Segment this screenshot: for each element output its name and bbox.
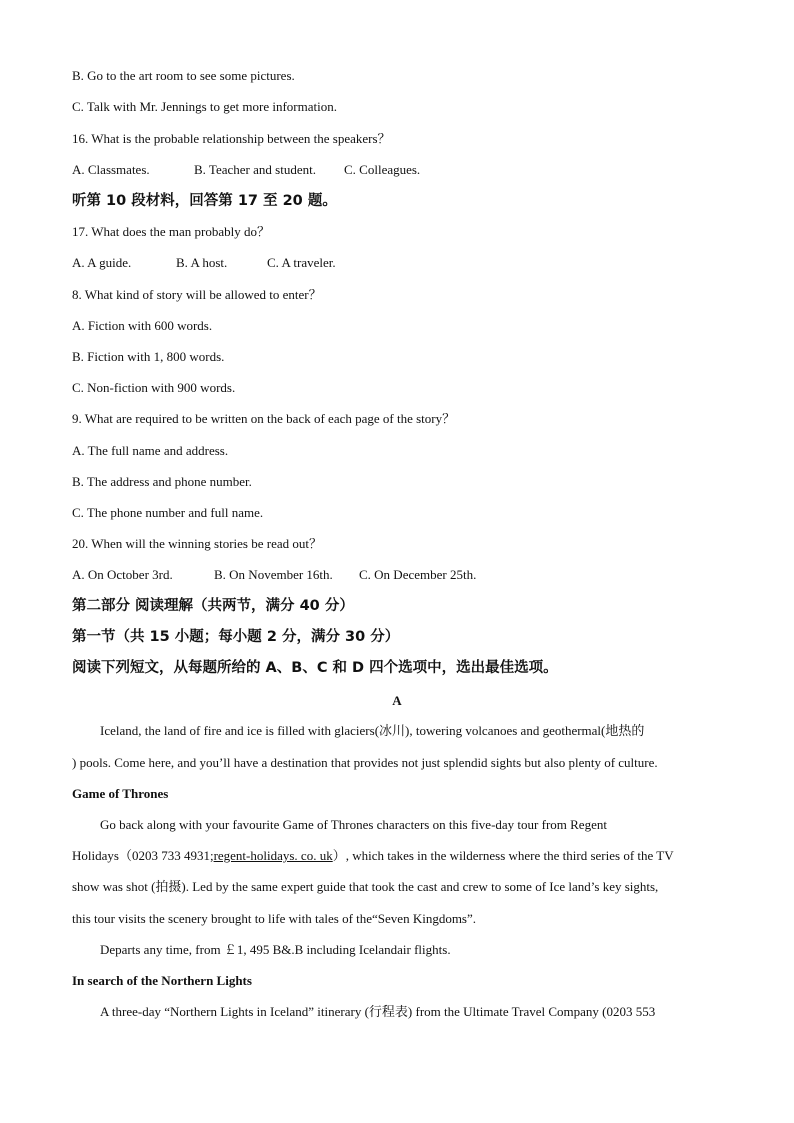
part-2-heading: 第二部分 阅读理解（共两节，满分 40 分） <box>72 598 354 614</box>
question-18: 8. What kind of story will be allowed to enter？ <box>72 287 322 302</box>
intro-line-2: ) pools. Come here, and you’ll have a destination that provides not just splendid sights but also plenty of culture. <box>72 755 658 770</box>
got-title: Game of Thrones <box>72 786 169 801</box>
question-19: 9. What are required to be written on the back of each page of the story？ <box>72 411 456 426</box>
option-15c: C. Talk with Mr. Jennings to get more information. <box>72 99 337 114</box>
got-line-2 <box>72 848 674 864</box>
option-17a: A. A guide. <box>72 255 132 270</box>
intro-line-1: Iceland, the land of fire and ice is filled with glaciers(冰川), towering volcanoes and geothermal(地热的 <box>100 723 645 738</box>
option-17b: B. A host. <box>176 255 228 270</box>
got-line-2-post: ）, which takes in the wilderness where the third series of the TV <box>332 848 674 863</box>
got-line-3: show was shot (拍摄). Led by the same expert guide that took the cast and crew to some of Ice land’s key sights, <box>72 879 659 894</box>
section-1-heading: 第一节（共 15 小题；每小题 2 分，满分 30 分） <box>72 629 400 645</box>
got-line-5: Departs any time, from ￡1, 495 B&.B including Icelandair flights. <box>100 942 451 957</box>
option-19a: A. The full name and address. <box>72 443 229 458</box>
northern-line-1: A three-day “Northern Lights in Iceland” itinerary (行程表) from the Ultimate Travel Company (0203 553 <box>100 1004 656 1019</box>
option-18c: C. Non-fiction with 900 words. <box>72 380 236 395</box>
question-16: 16. What is the probable relationship between the speakers？ <box>72 131 391 146</box>
got-line-1: Go back along with your favourite Game of Thrones characters on this five-day tour from Regent <box>100 817 607 832</box>
option-20a: A. On October 3rd. <box>72 567 173 582</box>
options-17 <box>72 255 336 271</box>
regent-holidays-link[interactable]: regent-holidays. co. uk <box>213 848 333 863</box>
got-line-4: this tour visits the scenery brought to life with tales of the“Seven Kingdoms”. <box>72 911 477 926</box>
question-20: 20. When will the winning stories be read out？ <box>72 536 322 551</box>
option-16c: C. Colleagues. <box>344 162 421 177</box>
option-17c: C. A traveler. <box>267 255 336 270</box>
passage-label: A <box>392 693 402 708</box>
option-16b: B. Teacher and student. <box>194 162 316 177</box>
option-19c: C. The phone number and full name. <box>72 505 264 520</box>
option-20c: C. On December 25th. <box>359 567 477 582</box>
northern-title: In search of the Northern Lights <box>72 973 252 988</box>
options-20 <box>72 567 476 583</box>
options-16 <box>72 162 420 178</box>
option-20b: B. On November 16th. <box>214 567 333 582</box>
option-18b: B. Fiction with 1, 800 words. <box>72 349 225 364</box>
question-17: 17. What does the man probably do？ <box>72 224 270 239</box>
instruction: 阅读下列短文，从每题所给的 A、B、C 和 D 四个选项中，选出最佳选项。 <box>72 660 558 676</box>
option-18a: A. Fiction with 600 words. <box>72 318 213 333</box>
option-16a: A. Classmates. <box>72 162 150 177</box>
got-line-2-pre: Holidays（0203 733 4931; <box>72 848 214 863</box>
option-19b: B. The address and phone number. <box>72 474 252 489</box>
section-10-heading: 听第 10 段材料，回答第 17 至 20 题。 <box>72 193 337 209</box>
option-15b: B. Go to the art room to see some pictures. <box>72 68 295 83</box>
